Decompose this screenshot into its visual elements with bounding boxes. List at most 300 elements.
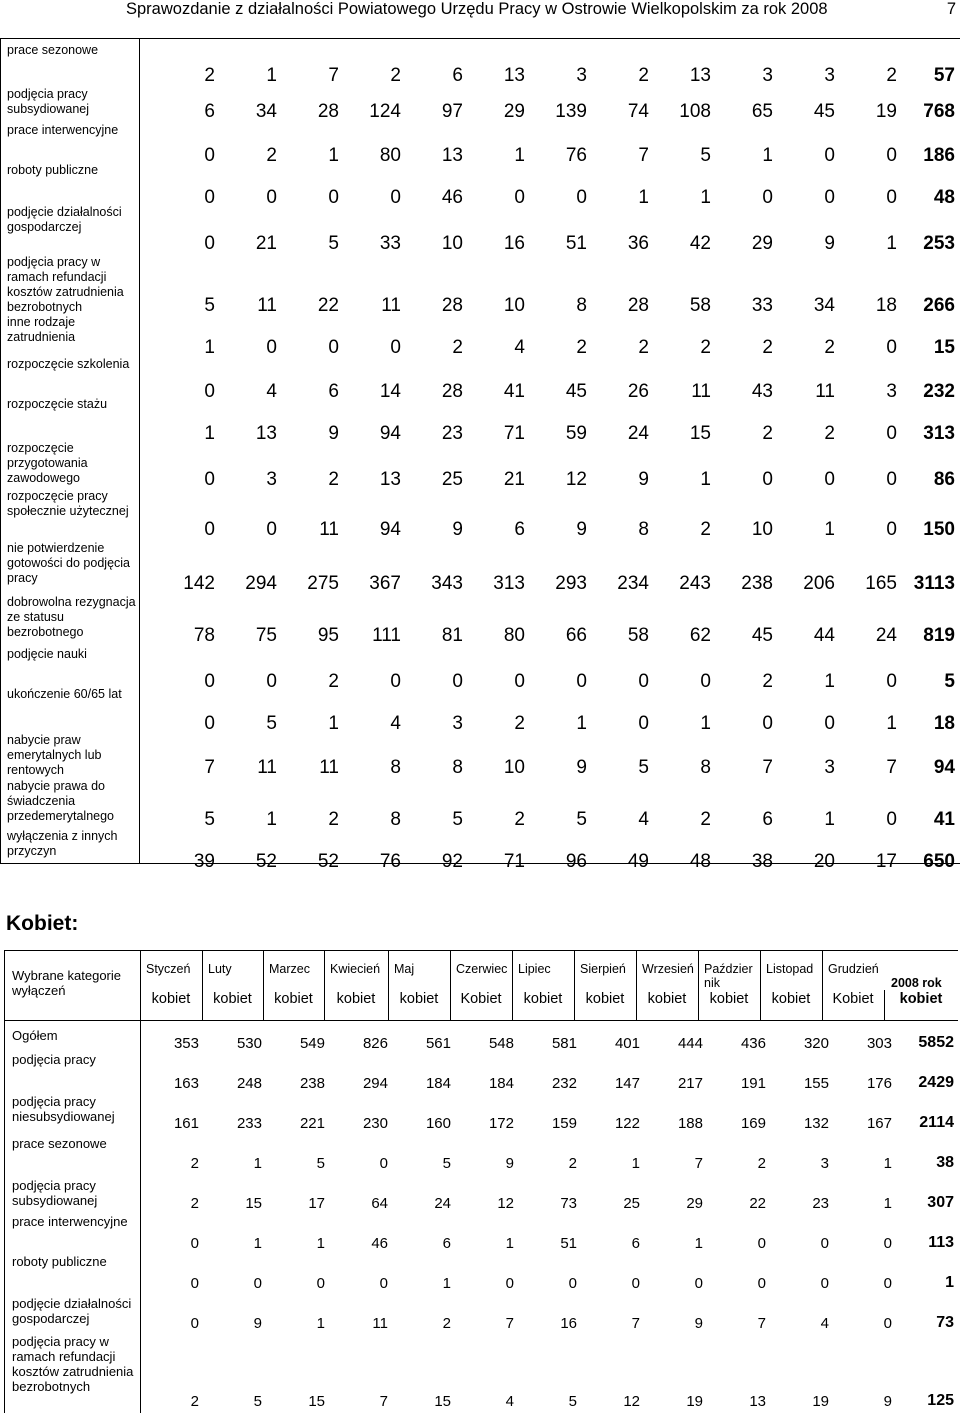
cell-value: 2 — [266, 145, 277, 166]
cell-value: 206 — [803, 573, 835, 594]
cell-total: 41 — [933, 809, 955, 830]
section-title: Kobiet: — [6, 912, 79, 935]
cell-value: 13 — [255, 423, 277, 444]
cell-value: 12 — [497, 1195, 514, 1212]
cell-value: 0 — [390, 671, 401, 692]
table-row — [161, 335, 955, 359]
cell-total: 18 — [933, 713, 955, 734]
cell-value: 1 — [824, 671, 835, 692]
cell-value: 5 — [700, 145, 711, 166]
cell-value: 313 — [493, 573, 525, 594]
column-separator — [822, 950, 823, 1020]
table-row — [161, 755, 955, 779]
cell-value: 28 — [441, 295, 463, 316]
cell-value: 294 — [362, 1075, 388, 1092]
cell-value: 0 — [266, 187, 277, 208]
cell-value: 13 — [689, 65, 711, 86]
cell-value: 8 — [576, 295, 587, 316]
page-number: 7 — [946, 0, 956, 18]
cell-value: 44 — [813, 625, 835, 646]
cell-value: 2 — [638, 65, 649, 86]
cell-value: 0 — [204, 713, 215, 734]
cell-value: 169 — [740, 1115, 766, 1132]
cell-value: 530 — [236, 1035, 262, 1052]
cell-value: 184 — [425, 1075, 451, 1092]
cell-value: 0 — [514, 187, 525, 208]
cell-value: 11 — [381, 295, 401, 316]
table-row — [144, 1030, 954, 1052]
cell-value: 1 — [883, 1195, 892, 1212]
cell-value: 1 — [883, 1155, 892, 1172]
cell-value: 29 — [503, 101, 525, 122]
cell-value: 2 — [452, 337, 463, 358]
cell-value: 155 — [803, 1075, 829, 1092]
cell-value: 9 — [505, 1155, 514, 1172]
cell-value: 19 — [812, 1393, 829, 1410]
cell-value: 74 — [627, 101, 649, 122]
table-row — [161, 293, 955, 317]
cell-value: 139 — [555, 101, 587, 122]
cell-value: 2 — [568, 1155, 577, 1172]
cell-value: 581 — [551, 1035, 577, 1052]
cell-value: 7 — [886, 757, 897, 778]
column-separator — [263, 950, 264, 1020]
cell-value: 353 — [173, 1035, 199, 1052]
cell-value: 0 — [190, 1275, 199, 1292]
cell-value: 34 — [813, 295, 835, 316]
column-separator — [512, 950, 513, 1020]
cell-value: 0 — [700, 671, 711, 692]
year-header: 2008 rok — [891, 976, 942, 990]
cell-value: 19 — [875, 101, 897, 122]
row-label: prace sezonowe — [7, 43, 99, 57]
cell-value: 2 — [190, 1195, 199, 1212]
cell-value: 15 — [434, 1393, 451, 1410]
cell-value: 5 — [568, 1393, 577, 1410]
cell-value: 2 — [762, 671, 773, 692]
document-title: Sprawozdanie z działalności Powiatowego Urzędu Pracy w Ostrowie Wielkopolskim za rok 2008 — [126, 0, 828, 18]
cell-value: 238 — [741, 573, 773, 594]
cell-value: 76 — [379, 851, 401, 872]
cell-value: 1 — [316, 1315, 325, 1332]
cell-value: 21 — [503, 469, 525, 490]
cell-value: 18 — [875, 295, 897, 316]
row-label: rozpoczęcie pracy społecznie użytecznej — [7, 489, 129, 518]
sub-header: kobiet — [899, 991, 943, 1007]
cell-value: 6 — [514, 519, 525, 540]
table-row — [161, 623, 955, 647]
cell-value: 3 — [886, 381, 897, 402]
cell-value: 9 — [883, 1393, 892, 1410]
cell-value: 7 — [328, 65, 339, 86]
cell-total: 650 — [923, 851, 955, 872]
cell-value: 0 — [638, 713, 649, 734]
cell-value: 2 — [762, 337, 773, 358]
cell-value: 24 — [627, 423, 649, 444]
cell-value: 0 — [452, 671, 463, 692]
cell-value: 1 — [886, 233, 897, 254]
cell-total: 15 — [933, 337, 955, 358]
cell-value: 320 — [803, 1035, 829, 1052]
cell-total: 1 — [945, 1274, 954, 1291]
cell-value: 1 — [328, 145, 339, 166]
cell-value: 4 — [820, 1315, 829, 1332]
sub-header: Kobiet — [460, 991, 502, 1007]
cell-value: 7 — [638, 145, 649, 166]
table-row — [144, 1110, 954, 1132]
cell-value: 1 — [700, 713, 711, 734]
cell-value: 0 — [379, 1155, 388, 1172]
cell-value: 0 — [190, 1235, 199, 1252]
cell-value: 2 — [700, 809, 711, 830]
cell-total: 5852 — [918, 1034, 954, 1051]
cell-value: 62 — [689, 625, 711, 646]
cell-value: 38 — [751, 851, 773, 872]
cell-value: 22 — [317, 295, 339, 316]
cell-value: 2 — [328, 671, 339, 692]
cell-value: 14 — [379, 381, 401, 402]
cell-value: 48 — [689, 851, 711, 872]
cell-value: 232 — [551, 1075, 577, 1092]
cell-value: 2 — [700, 519, 711, 540]
cell-value: 3 — [820, 1155, 829, 1172]
table-row — [161, 807, 955, 831]
month-header: Paździer nik — [704, 962, 753, 990]
cell-value: 26 — [627, 381, 649, 402]
cell-total: 2429 — [918, 1074, 954, 1091]
cell-value: 0 — [638, 671, 649, 692]
cell-value: 11 — [257, 295, 277, 316]
cell-value: 165 — [865, 573, 897, 594]
cell-value: 19 — [686, 1393, 703, 1410]
cell-value: 0 — [514, 671, 525, 692]
cell-value: 1 — [700, 469, 711, 490]
cell-value: 46 — [371, 1235, 388, 1252]
cell-value: 0 — [757, 1235, 766, 1252]
cell-value: 167 — [866, 1115, 892, 1132]
cell-value: 0 — [886, 809, 897, 830]
cell-total: 38 — [936, 1154, 954, 1171]
row-label: podjęcia pracy w ramach refundacji kosztów zatrudnienia bezrobotnych — [7, 255, 124, 314]
cell-value: 0 — [204, 469, 215, 490]
cell-value: 561 — [425, 1035, 451, 1052]
month-header: Lipiec — [518, 962, 551, 976]
cell-value: 2 — [442, 1315, 451, 1332]
cell-value: 161 — [173, 1115, 199, 1132]
sub-header: kobiet — [647, 991, 687, 1007]
row-label: prace interwencyjne — [7, 123, 119, 137]
cell-value: 8 — [390, 757, 401, 778]
table-divider — [139, 39, 140, 863]
cell-value: 73 — [560, 1195, 577, 1212]
table-women — [0, 950, 960, 1413]
cell-value: 132 — [803, 1115, 829, 1132]
cell-value: 0 — [824, 145, 835, 166]
cell-value: 28 — [627, 295, 649, 316]
table-row — [161, 467, 955, 491]
cell-value: 444 — [677, 1035, 703, 1052]
cell-value: 0 — [886, 671, 897, 692]
cell-value: 9 — [328, 423, 339, 444]
cell-value: 1 — [631, 1155, 640, 1172]
row-label: podjęcia pracy niesubsydiowanej — [12, 1094, 115, 1124]
cell-value: 2 — [824, 423, 835, 444]
table-row — [161, 571, 955, 595]
cell-value: 0 — [204, 671, 215, 692]
cell-value: 6 — [762, 809, 773, 830]
row-label: podjęcia pracy w ramach refundacji kosztów zatrudnienia bezrobotnych — [12, 1334, 134, 1394]
cell-value: 13 — [441, 145, 463, 166]
cell-value: 5 — [266, 713, 277, 734]
cell-value: 0 — [266, 519, 277, 540]
cell-value: 45 — [751, 625, 773, 646]
cell-value: 20 — [813, 851, 835, 872]
cell-value: 0 — [762, 187, 773, 208]
cell-total: 3113 — [913, 573, 955, 594]
cell-value: 11 — [319, 757, 339, 778]
cell-value: 243 — [679, 573, 711, 594]
cell-value: 294 — [245, 573, 277, 594]
cell-value: 2 — [886, 65, 897, 86]
cell-value: 248 — [236, 1075, 262, 1092]
cell-value: 13 — [749, 1393, 766, 1410]
cell-value: 1 — [638, 187, 649, 208]
table-row — [161, 99, 955, 123]
row-label: rozpoczęcie stażu — [7, 397, 108, 411]
table-row — [161, 849, 955, 873]
cell-total: 186 — [923, 145, 955, 166]
cell-value: 176 — [866, 1075, 892, 1092]
cell-value: 0 — [886, 187, 897, 208]
cell-value: 1 — [442, 1275, 451, 1292]
cell-value: 96 — [565, 851, 587, 872]
cell-value: 9 — [576, 519, 587, 540]
cell-value: 8 — [390, 809, 401, 830]
cell-value: 0 — [886, 519, 897, 540]
sub-header: kobiet — [336, 991, 376, 1007]
header-separator — [4, 1020, 958, 1021]
cell-value: 367 — [369, 573, 401, 594]
cell-value: 24 — [875, 625, 897, 646]
cell-value: 0 — [762, 713, 773, 734]
cell-value: 95 — [317, 625, 339, 646]
cell-value: 6 — [442, 1235, 451, 1252]
category-header: Wybrane kategorie wyłączeń — [12, 968, 121, 998]
cell-value: 23 — [441, 423, 463, 444]
cell-value: 0 — [886, 337, 897, 358]
cell-value: 66 — [565, 625, 587, 646]
cell-value: 17 — [308, 1195, 325, 1212]
cell-value: 6 — [452, 65, 463, 86]
sub-header: kobiet — [709, 991, 749, 1007]
cell-value: 1 — [328, 713, 339, 734]
cell-value: 0 — [328, 187, 339, 208]
cell-value: 76 — [565, 145, 587, 166]
cell-value: 29 — [686, 1195, 703, 1212]
cell-value: 1 — [204, 337, 215, 358]
cell-value: 10 — [503, 757, 525, 778]
table-row — [161, 421, 955, 445]
cell-value: 221 — [299, 1115, 325, 1132]
cell-total: 232 — [923, 381, 955, 402]
table-row — [161, 669, 955, 693]
cell-value: 163 — [173, 1075, 199, 1092]
cell-value: 7 — [631, 1315, 640, 1332]
cell-value: 8 — [700, 757, 711, 778]
cell-value: 9 — [694, 1315, 703, 1332]
cell-value: 0 — [316, 1275, 325, 1292]
row-label: nabycie praw emerytalnych lub rentowych — [7, 733, 102, 777]
cell-value: 33 — [751, 295, 773, 316]
cell-value: 58 — [689, 295, 711, 316]
cell-value: 111 — [372, 625, 401, 646]
cell-value: 94 — [379, 519, 401, 540]
cell-total: 2114 — [919, 1114, 954, 1131]
cell-value: 4 — [505, 1393, 514, 1410]
cell-total: 5 — [944, 671, 955, 692]
cell-value: 2 — [762, 423, 773, 444]
cell-value: 16 — [560, 1315, 577, 1332]
cell-total: 48 — [933, 187, 955, 208]
cell-value: 0 — [190, 1315, 199, 1332]
cell-value: 5 — [328, 233, 339, 254]
cell-value: 10 — [503, 295, 525, 316]
cell-value: 238 — [299, 1075, 325, 1092]
cell-value: 0 — [328, 337, 339, 358]
cell-value: 230 — [362, 1115, 388, 1132]
cell-value: 1 — [576, 713, 587, 734]
column-separator — [202, 950, 203, 1020]
cell-value: 1 — [762, 145, 773, 166]
cell-value: 9 — [638, 469, 649, 490]
cell-total: 819 — [923, 625, 955, 646]
cell-value: 142 — [183, 573, 215, 594]
cell-value: 75 — [255, 625, 277, 646]
cell-value: 7 — [204, 757, 215, 778]
cell-value: 80 — [503, 625, 525, 646]
cell-value: 52 — [317, 851, 339, 872]
cell-value: 343 — [431, 573, 463, 594]
cell-value: 7 — [694, 1155, 703, 1172]
table-row — [144, 1270, 954, 1292]
cell-value: 1 — [824, 519, 835, 540]
cell-value: 548 — [488, 1035, 514, 1052]
row-label: podjęcia pracy — [12, 1052, 96, 1067]
cell-value: 0 — [824, 713, 835, 734]
cell-value: 5 — [204, 809, 215, 830]
row-label: inne rodzaje zatrudnienia — [7, 315, 76, 344]
cell-value: 71 — [503, 851, 525, 872]
sub-header: kobiet — [523, 991, 563, 1007]
cell-value: 5 — [253, 1393, 262, 1410]
cell-value: 1 — [700, 187, 711, 208]
cell-value: 2 — [390, 65, 401, 86]
row-label: Ogółem — [12, 1028, 58, 1043]
cell-value: 25 — [441, 469, 463, 490]
cell-value: 11 — [815, 381, 835, 402]
row-label: ukończenie 60/65 lat — [7, 687, 122, 701]
cell-value: 2 — [700, 337, 711, 358]
cell-value: 12 — [623, 1393, 640, 1410]
cell-value: 0 — [883, 1275, 892, 1292]
cell-value: 45 — [813, 101, 835, 122]
cell-value: 2 — [514, 713, 525, 734]
cell-value: 24 — [434, 1195, 451, 1212]
cell-value: 46 — [441, 187, 463, 208]
cell-value: 217 — [677, 1075, 703, 1092]
cell-value: 2 — [190, 1393, 199, 1410]
cell-value: 39 — [193, 851, 215, 872]
row-label: podjęcie działalności gospodarczej — [12, 1296, 132, 1326]
cell-value: 23 — [812, 1195, 829, 1212]
cell-total: 73 — [936, 1314, 954, 1331]
cell-value: 8 — [452, 757, 463, 778]
table-row — [161, 185, 955, 209]
cell-value: 4 — [514, 337, 525, 358]
cell-value: 1 — [316, 1235, 325, 1252]
cell-value: 8 — [638, 519, 649, 540]
month-header: Styczeń — [146, 962, 191, 976]
cell-value: 1 — [505, 1235, 514, 1252]
row-label: podjęcia pracy subsydiowanej — [7, 87, 89, 116]
cell-value: 92 — [441, 851, 463, 872]
cell-value: 0 — [266, 337, 277, 358]
cell-value: 2 — [190, 1155, 199, 1172]
cell-value: 0 — [883, 1235, 892, 1252]
table-row — [144, 1150, 954, 1172]
cell-value: 51 — [565, 233, 587, 254]
cell-value: 1 — [253, 1155, 262, 1172]
cell-total: 125 — [927, 1392, 954, 1409]
cell-value: 80 — [379, 145, 401, 166]
cell-value: 0 — [379, 1275, 388, 1292]
cell-value: 172 — [488, 1115, 514, 1132]
cell-value: 4 — [266, 381, 277, 402]
cell-value: 1 — [514, 145, 525, 166]
cell-total: 266 — [923, 295, 955, 316]
cell-value: 10 — [751, 519, 773, 540]
cell-value: 52 — [255, 851, 277, 872]
cell-value: 13 — [503, 65, 525, 86]
cell-value: 5 — [204, 295, 215, 316]
cell-value: 0 — [505, 1275, 514, 1292]
table-row — [161, 63, 955, 87]
cell-value: 78 — [193, 625, 215, 646]
cell-value: 2 — [757, 1155, 766, 1172]
row-label: podjęcie działalności gospodarczej — [7, 205, 122, 234]
cell-value: 0 — [886, 469, 897, 490]
cell-value: 0 — [824, 187, 835, 208]
table-row — [144, 1230, 954, 1252]
column-separator — [450, 950, 451, 1020]
cell-value: 0 — [757, 1275, 766, 1292]
cell-value: 6 — [204, 101, 215, 122]
cell-value: 33 — [379, 233, 401, 254]
cell-value: 0 — [266, 671, 277, 692]
cell-value: 28 — [317, 101, 339, 122]
cell-total: 768 — [923, 101, 955, 122]
cell-total: 86 — [933, 469, 955, 490]
cell-value: 15 — [689, 423, 711, 444]
cell-value: 7 — [757, 1315, 766, 1332]
cell-value: 10 — [441, 233, 463, 254]
table-row — [144, 1388, 954, 1410]
cell-value: 21 — [255, 233, 277, 254]
cell-value: 71 — [503, 423, 525, 444]
cell-value: 147 — [614, 1075, 640, 1092]
cell-total: 253 — [923, 233, 955, 254]
cell-value: 58 — [627, 625, 649, 646]
